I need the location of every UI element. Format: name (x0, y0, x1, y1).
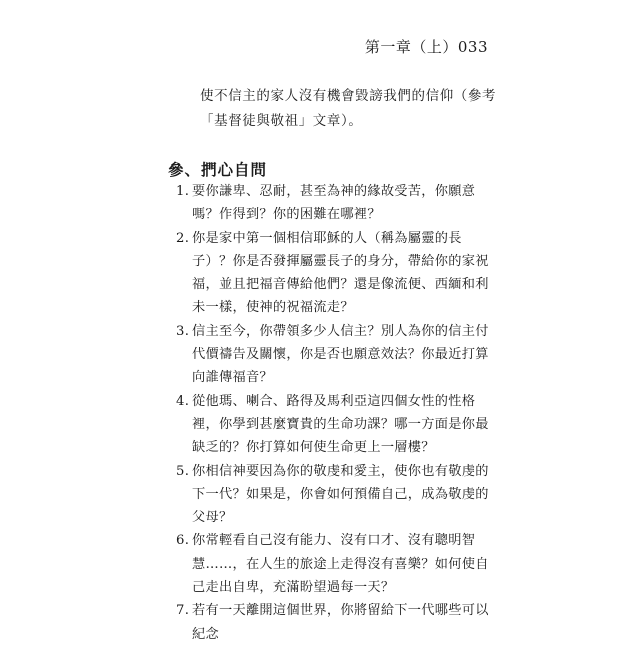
question-item (176, 599, 496, 646)
question-number: 4. (176, 393, 190, 409)
question-number: 5. (176, 463, 190, 479)
question-item (176, 460, 496, 530)
question-list (176, 180, 496, 646)
question-text: 你是家中第一個相信耶穌的人（稱為屬靈的長子）？你是否發揮屬靈長子的身分，帶給你的家祝福，並且把福音傳給他們？還是像流便、西緬和利未一樣，使神的祝福流走？ (192, 230, 489, 316)
question-text: 你常輕看自己沒有能力、沒有口才、沒有聰明智慧……，在人生的旅途上走得沒有喜樂？如何使自己走出自卑，充滿盼望過每一天？ (192, 533, 489, 596)
question-text: 信主至今，你帶領多少人信主？別人為你的信主付代價禱告及關懷，你是否也願意效法？你最近打算向誰傳福音？ (192, 323, 489, 386)
question-item (176, 320, 496, 390)
question-number: 2. (176, 230, 190, 246)
question-text: 若有一天離開這個世界，你將留給下一代哪些可以紀念 (192, 603, 489, 642)
question-item (176, 227, 496, 320)
question-item (176, 180, 496, 227)
question-item (176, 390, 496, 460)
question-text: 從他瑪、喇合、路得及馬利亞這四個女性的性格裡，你學到甚麼寶貴的生命功課？哪一方面是你最缺乏的？你打算如何使生命更上一層樓？ (192, 393, 489, 456)
question-text: 你相信神要因為你的敬虔和愛主，使你也有敬虔的下一代？如果是，你會如何預備自己，成為敬虔的父母？ (192, 463, 489, 526)
question-text: 要你謙卑、忍耐，甚至為神的緣故受苦，你願意嗎？作得到？你的困難在哪裡？ (192, 184, 476, 223)
question-number: 7. (176, 603, 190, 619)
intro-text: 使不信主的家人沒有機會毀謗我們的信仰（參考「基督徒與敬祖」文章）。 (200, 88, 497, 129)
intro-paragraph (200, 84, 500, 134)
section-heading: 參、捫心自問 (168, 160, 268, 179)
running-header: 第一章（上）033 (364, 38, 488, 56)
question-number: 1. (176, 184, 190, 199)
question-number: 3. (176, 323, 190, 339)
question-item (176, 529, 496, 599)
question-number: 6. (176, 533, 190, 549)
